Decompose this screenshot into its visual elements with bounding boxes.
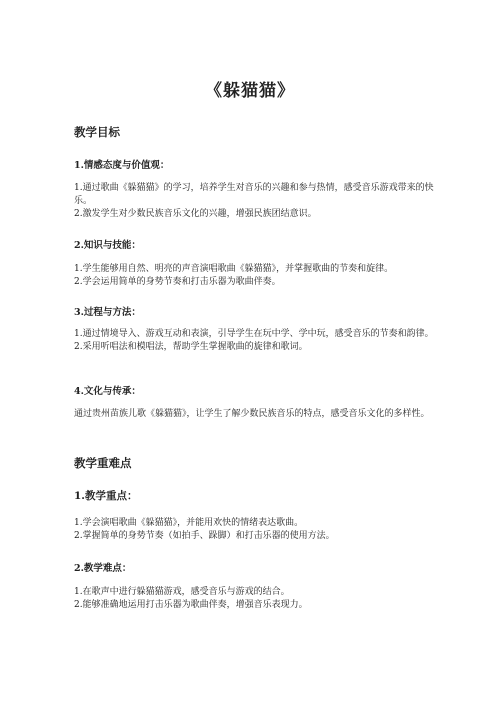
section-heading-key-points: 教学重难点	[74, 456, 132, 470]
difficulty-line-2: 2.能够准确地运用打击乐器为歌曲伴奏，增强音乐表现力。	[74, 600, 308, 610]
objective-4-line-1: 通过贵州苗族儿歌《躲猫猫》，让学生了解少数民族音乐的特点，感受音乐文化的多样性。	[74, 409, 430, 419]
difficulty-line-1: 1.在歌声中进行躲猫猫游戏，感受音乐与游戏的结合。	[74, 587, 290, 597]
objective-1-line-2: 2.激发学生对少数民族音乐文化的兴趣，增强民族团结意识。	[74, 209, 317, 219]
difficulty-heading: 2.教学难点：	[74, 563, 132, 574]
objective-2-line-2: 2.学会运用简单的身势节奏和打击乐器为歌曲伴奏。	[74, 277, 281, 287]
objective-paragraph-4	[74, 408, 434, 421]
objective-heading-2: 2.知识与技能：	[74, 240, 141, 251]
document-title: 《躲猫猫》	[205, 81, 295, 101]
key-point-paragraph	[74, 517, 434, 543]
key-point-heading: 1.教学重点：	[74, 490, 138, 502]
objective-heading-3: 3.过程与方法：	[74, 307, 141, 318]
objective-3-line-2: 2.采用听唱法和模唱法，帮助学生掌握歌曲的旋律和歌词。	[74, 342, 308, 352]
objective-paragraph-3	[74, 328, 434, 354]
objective-paragraph-2	[74, 263, 434, 289]
key-point-line-1: 1.学会演唱歌曲《躲猫猫》，并能用欢快的情绪表达歌曲。	[74, 518, 304, 528]
difficulty-paragraph	[74, 586, 434, 612]
objective-3-line-1: 1.通过情境导入、游戏互动和表演，引导学生在玩中学、学中玩，感受音乐的节奏和韵律。	[74, 329, 434, 339]
objective-paragraph-1	[74, 182, 434, 221]
objective-heading-1: 1.情感态度与价值观：	[74, 160, 170, 171]
objective-heading-4: 4.文化与传承：	[74, 386, 141, 397]
objective-2-line-1: 1.学生能够用自然、明亮的声音演唱歌曲《躲猫猫》，并掌握歌曲的节奏和旋律。	[74, 264, 394, 274]
section-heading-objectives: 教学目标	[74, 125, 120, 139]
key-point-line-2: 2.掌握简单的身势节奏（如拍手、跺脚）和打击乐器的使用方法。	[74, 531, 335, 541]
objective-1-line-1: 1.通过歌曲《躲猫猫》的学习，培养学生对音乐的兴趣和参与热情，感受音乐游戏带来的快乐。	[74, 183, 434, 206]
